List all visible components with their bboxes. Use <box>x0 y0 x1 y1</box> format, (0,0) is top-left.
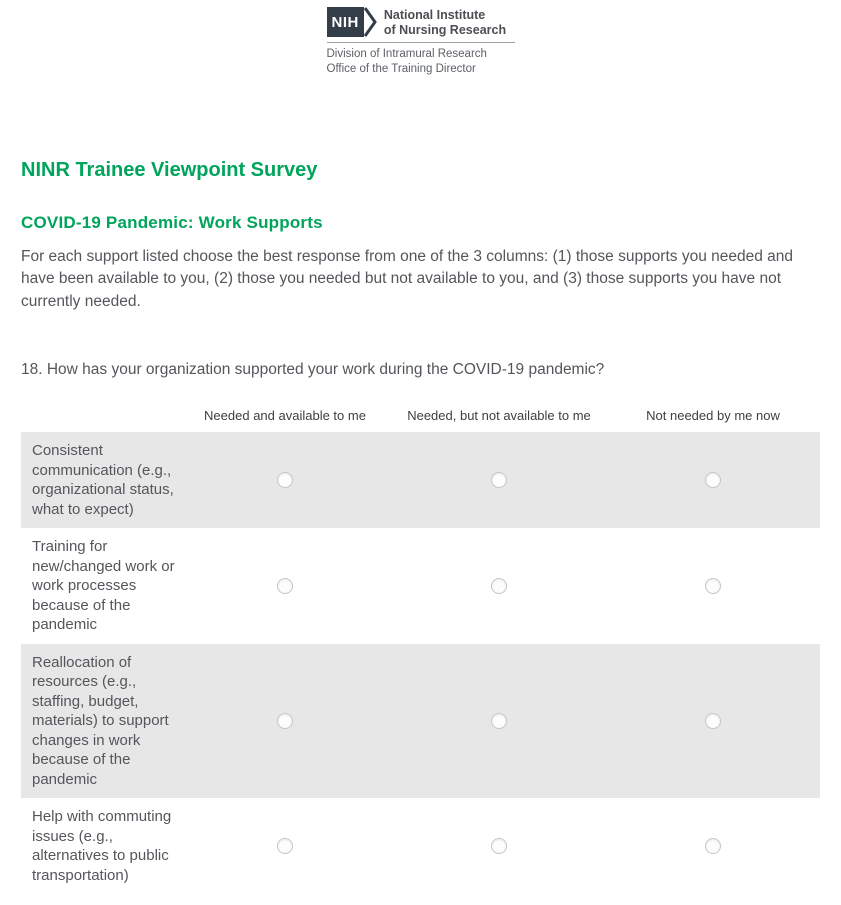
matrix-cell <box>392 432 606 528</box>
matrix-row-training <box>21 528 820 644</box>
nih-arrow-icon <box>364 7 377 37</box>
radio-r2-c3[interactable] <box>705 578 721 594</box>
matrix-cell <box>392 528 606 644</box>
survey-page <box>0 159 841 894</box>
org-name-line1: National Institute <box>383 8 486 22</box>
radio-r1-c2[interactable] <box>491 472 507 488</box>
matrix-cell <box>606 798 820 894</box>
logo-subtitles <box>327 42 515 77</box>
survey-title: NINR Trainee Viewpoint Survey <box>21 158 318 181</box>
column-header-needed-available: Needed and available to me <box>204 408 366 424</box>
row-label: Reallocation of resources (e.g., staffing, budget, materials) to support changes in work because of the pandemic <box>32 653 169 788</box>
matrix-cell <box>392 644 606 799</box>
radio-r4-c1[interactable] <box>277 838 293 854</box>
matrix-header-spacer <box>21 408 178 423</box>
section-instructions: For each support listed choose the best response from one of the 3 columns: (1) those supports you needed and have been available to you, (2) those you needed but not available to you, and (3) those supports you have not currently needed. <box>21 247 794 310</box>
section-title: COVID-19 Pandemic: Work Supports <box>21 212 323 232</box>
matrix-cell <box>178 432 392 528</box>
radio-r3-c3[interactable] <box>705 713 721 729</box>
matrix-cell <box>178 798 392 894</box>
division-line: Division of Intramural Research <box>326 48 487 60</box>
support-matrix <box>21 408 820 894</box>
nih-logo-box: NIH <box>327 7 364 37</box>
office-line: Office of the Training Director <box>326 62 476 75</box>
row-label: Consistent communication (e.g., organizational status, what to expect) <box>32 442 174 518</box>
radio-r2-c1[interactable] <box>277 578 293 594</box>
matrix-row-reallocation <box>21 644 820 799</box>
matrix-header-row <box>21 408 820 432</box>
org-name <box>384 7 506 38</box>
matrix-cell <box>606 644 820 799</box>
question-text: 18. How has your organization supported your work during the COVID-19 pandemic? <box>21 361 605 379</box>
column-header-not-needed: Not needed by me now <box>646 408 780 424</box>
radio-r1-c1[interactable] <box>277 472 293 488</box>
matrix-cell <box>606 528 820 644</box>
matrix-row-commuting <box>21 798 820 894</box>
matrix-cell <box>178 528 392 644</box>
matrix-cell <box>178 644 392 799</box>
radio-r3-c1[interactable] <box>277 713 293 729</box>
matrix-cell <box>606 432 820 528</box>
column-header-needed-not-available: Needed, but not available to me <box>407 408 591 424</box>
matrix-cell <box>392 798 606 894</box>
radio-r2-c2[interactable] <box>491 578 507 594</box>
radio-r3-c2[interactable] <box>491 713 507 729</box>
logo-top <box>327 7 515 38</box>
nih-logo-mark <box>327 7 377 38</box>
radio-r4-c3[interactable] <box>705 838 721 854</box>
radio-r1-c3[interactable] <box>705 472 721 488</box>
row-label: Training for new/changed work or work processes because of the pandemic <box>32 538 175 634</box>
radio-r4-c2[interactable] <box>491 838 507 854</box>
ninr-logo <box>327 7 515 77</box>
row-label: Help with commuting issues (e.g., alternatives to public transportation) <box>32 808 172 884</box>
org-name-line2: of Nursing Research <box>383 23 507 37</box>
matrix-row-consistent-communication <box>21 432 820 528</box>
